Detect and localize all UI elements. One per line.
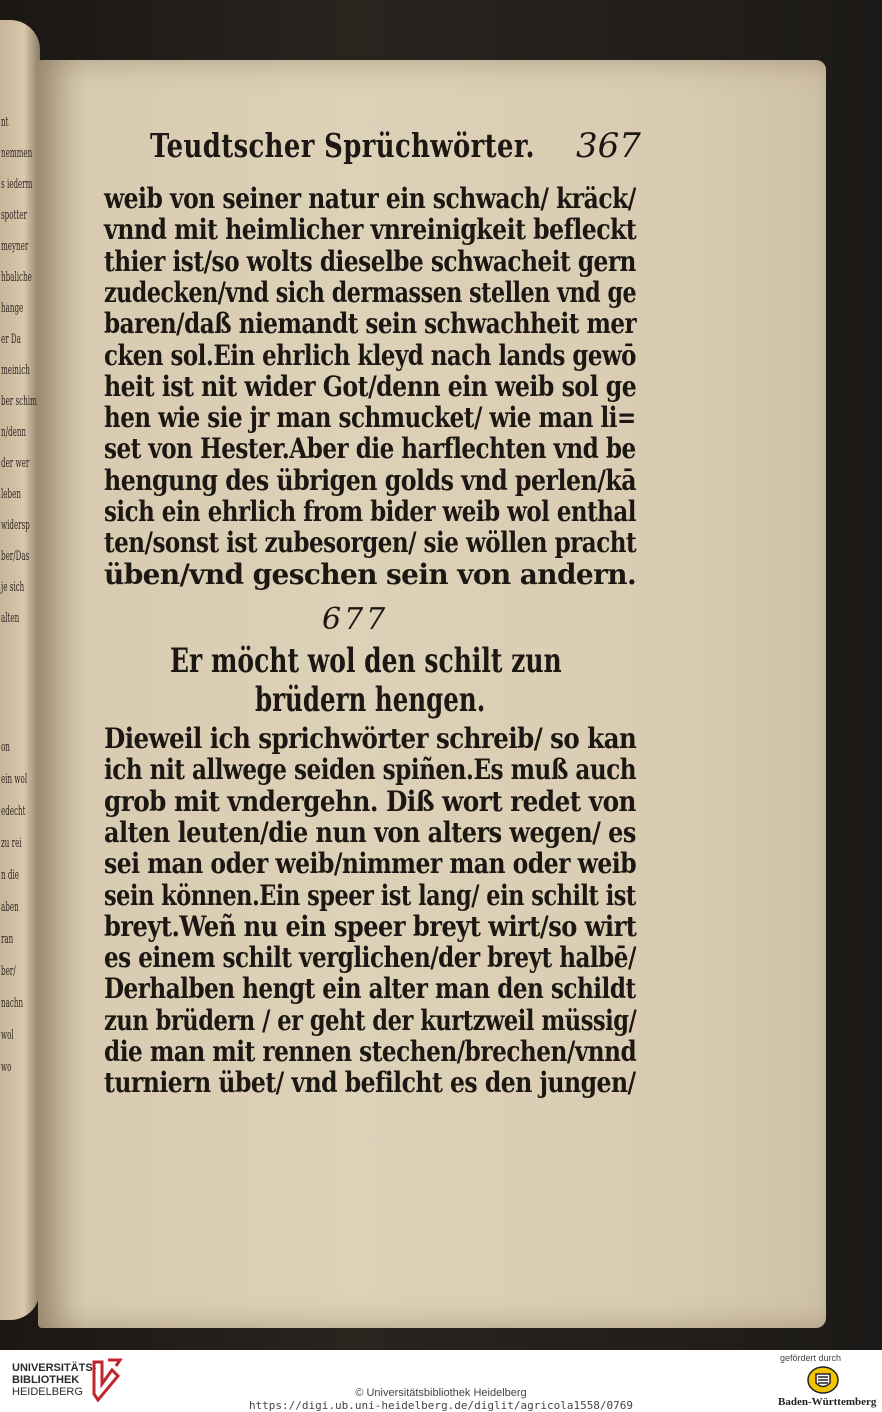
left-page-fragment: ber/ xyxy=(1,964,16,979)
left-page-fragment: wo xyxy=(1,1060,12,1075)
left-page-fragment: leben xyxy=(1,487,21,502)
library-name-line: BIBLIOTHEK xyxy=(12,1374,80,1386)
left-page-fragment: wol xyxy=(1,1028,14,1043)
text-line: weib von seiner natur ein schwach/ kräck/ xyxy=(104,182,636,215)
running-head: Teudtscher Sprüchwörter. xyxy=(150,126,535,165)
left-page-fragment: ran xyxy=(1,932,14,947)
left-page-fragment: aben xyxy=(1,900,19,915)
library-name-line: UNIVERSITÄTS- xyxy=(12,1362,97,1374)
left-page-fragment: meyner xyxy=(1,239,29,254)
left-page-fragment: n die xyxy=(1,868,19,883)
text-line: ten/sonst ist zubesorgen/ sie wöllen pracht xyxy=(104,526,637,560)
text-line: Derhalben hengt ein alter man den schildt xyxy=(104,972,636,1006)
left-page-fragment: hbaliche xyxy=(1,270,32,285)
left-page-fragment: spotter xyxy=(1,208,27,223)
text-line: set von Hester.Aber die harflechten vnd be xyxy=(104,432,636,466)
left-page-fragment: ber/Das xyxy=(1,549,30,564)
library-name-line: HEIDELBERG xyxy=(12,1386,83,1398)
text-line: vnnd mit heimlicher vnreinigkeit befleckt xyxy=(104,213,637,247)
left-page-fragment: ber schim xyxy=(1,394,37,409)
text-line: grob mit vndergehn. Diß wort redet von xyxy=(104,784,636,818)
left-page-fragment: s iederm xyxy=(1,177,33,192)
text-line: ich nit allwege seiden spiñen.Es muß auch xyxy=(104,753,637,787)
text-line: turniern übet/ vnd befilcht es den jungen/ xyxy=(104,1066,636,1100)
left-page-fragment: je sich xyxy=(1,580,25,595)
text-line: zun brüdern / er geht der kurtzweil müssig/ xyxy=(104,1003,637,1037)
left-page-fragment: edecht xyxy=(1,804,26,819)
left-page-fragment: alten xyxy=(1,611,20,626)
left-page-fragment: er Da xyxy=(1,332,21,347)
sponsor-label: gefördert durch xyxy=(780,1353,842,1363)
entry-number: 677 xyxy=(322,602,389,637)
left-page-fragment: nt xyxy=(1,115,9,130)
left-page-fragment: widersp xyxy=(1,518,30,533)
left-page-fragment: der wer xyxy=(1,456,30,471)
page-url[interactable]: https://digi.ub.uni-heidelberg.de/diglit/agricola1558/0769 xyxy=(248,1399,634,1412)
left-page-fragment: zu rei xyxy=(1,836,22,851)
left-page-fragment: n/denn xyxy=(1,425,27,440)
entry-title-line: brüdern hengen. xyxy=(255,680,486,720)
text-line: sein können.Ein speer ist lang/ ein schilt ist xyxy=(104,878,636,912)
text-line: cken sol.Ein ehrlich kleyd nach lands gewō xyxy=(104,338,636,372)
left-page-fragment: on xyxy=(1,740,10,755)
text-line: breyt.Weñ nu ein speer breyt wirt/so wirt xyxy=(104,909,637,943)
page-number: 367 xyxy=(576,126,641,166)
text-line: hen wie sie jr man schmucket/ wie man li= xyxy=(104,401,636,435)
sponsor-name: Baden-Württemberg xyxy=(778,1396,877,1408)
entry-title-line: Er möcht wol den schilt zun xyxy=(170,641,562,681)
left-page-fragment: nemmen xyxy=(1,146,33,161)
text-line: die man mit rennen stechen/brechen/vnnd xyxy=(104,1035,637,1068)
left-page-fragment: hange xyxy=(1,301,24,316)
text-line: thier ist/so wolts dieselbe schwacheit gern xyxy=(104,244,636,278)
left-page-edge xyxy=(0,20,40,1320)
copyright-text: © Universitätsbibliothek Heidelberg xyxy=(355,1387,527,1399)
left-page-fragment: meinich xyxy=(1,363,30,378)
left-page-fragment: nachn xyxy=(1,996,24,1011)
baden-wuerttemberg-emblem-icon[interactable] xyxy=(806,1365,840,1395)
text-line: sei man oder weib/nimmer man oder weib xyxy=(104,847,637,881)
text-line: zudecken/vnd sich dermassen stellen vnd ge xyxy=(104,275,637,309)
left-page-fragment: ein wol xyxy=(1,772,28,787)
text-line: heit ist nit wider Got/denn ein weib sol ge xyxy=(104,369,637,403)
text-line: baren/daß niemandt sein schwachheit mer xyxy=(104,307,637,341)
text-line: es einem schilt verglichen/der breyt halbē/ xyxy=(104,941,636,975)
footer-bar xyxy=(0,1350,882,1412)
text-line: Dieweil ich sprichwörter schreib/ so kan xyxy=(104,722,637,755)
text-line: üben/vnd geschen sein von andern. xyxy=(104,557,637,591)
text-line: sich ein ehrlich from bider weib wol enthal xyxy=(104,495,636,528)
text-line: hengung des übrigen golds vnd perlen/kā xyxy=(104,463,637,497)
text-line: alten leuten/die nun von alters wegen/ es xyxy=(104,815,636,849)
